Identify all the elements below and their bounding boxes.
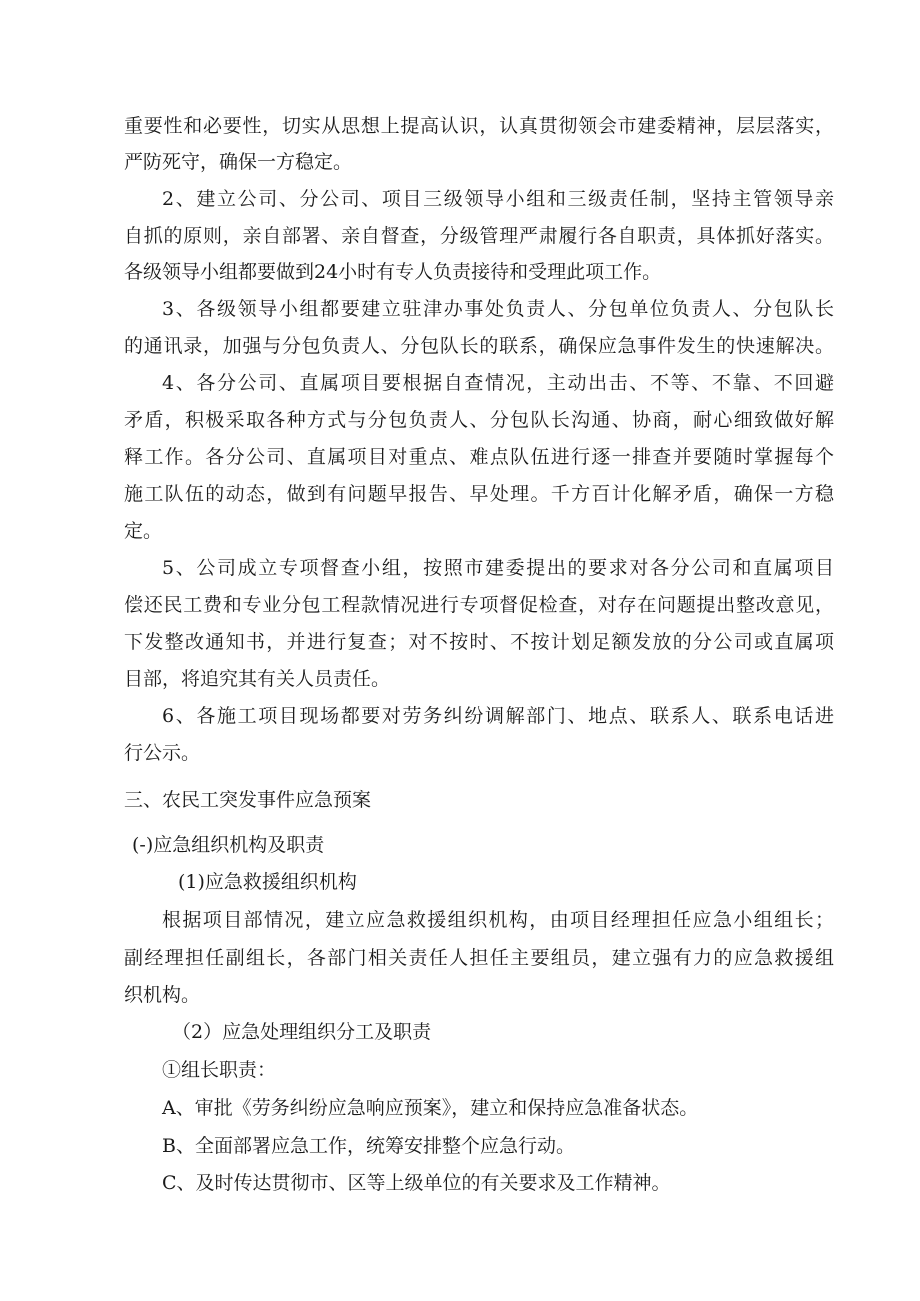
- paragraph-line: 定。: [124, 520, 163, 542]
- paragraph-line: 副经理担任副组长，各部门相关责任人担任主要组员，建立强有力的应急救援组: [124, 947, 834, 969]
- paragraph-line: 下发整改通知书，并进行复查；对不按时、不按计划足额发放的分公司或直属项: [124, 631, 834, 653]
- subsection-heading: （2）应急处理组织分工及职责: [172, 1021, 432, 1043]
- list-item: A、审批《劳务纠纷应急响应预案》，建立和保持应急准备状态。: [162, 1097, 699, 1119]
- paragraph-line: 目部，将追究其有关人员责任。: [124, 668, 391, 690]
- paragraph-line: 根据项目部情况，建立应急救援组织机构，由项目经理担任应急小组组长；: [162, 909, 834, 931]
- subsection-heading: (1)应急救援组织机构: [178, 871, 357, 893]
- list-item: B、全面部署应急工作，统筹安排整个应急行动。: [162, 1135, 575, 1157]
- paragraph-line: 矛盾，积极采取各种方式与分包负责人、分包队长沟通、协商，耐心细致做好解: [124, 409, 834, 431]
- paragraph-line: 6、各施工项目现场都要对劳务纠纷调解部门、地点、联系人、联系电话进: [162, 705, 834, 727]
- paragraph-line: 3、各级领导小组都要建立驻津办事处负责人、分包单位负责人、分包队长: [162, 298, 834, 320]
- paragraph-line: 自抓的原则，亲自部署、亲自督查，分级管理严肃履行各自职责，具体抓好落实。: [124, 225, 834, 247]
- paragraph-line: 的通讯录，加强与分包负责人、分包队长的联系，确保应急事件发生的快速解决。: [124, 335, 834, 357]
- paragraph-line: 4、各分公司、直属项目要根据自查情况，主动出击、不等、不靠、不回避: [162, 372, 834, 394]
- subsection-heading: (-)应急组织机构及职责: [132, 834, 325, 856]
- paragraph-line: 5、公司成立专项督查小组，按照市建委提出的要求对各分公司和直属项目: [162, 557, 834, 579]
- paragraph-line: 严防死守，确保一方稳定。: [124, 151, 353, 173]
- paragraph-line: 行公示。: [124, 742, 201, 764]
- list-item: C、及时传达贯彻市、区等上级单位的有关要求及工作精神。: [162, 1172, 671, 1194]
- paragraph-line: 重要性和必要性，切实从思想上提高认识，认真贯彻领会市建委精神，层层落实，: [124, 115, 834, 137]
- list-heading: ①组长职责：: [162, 1059, 277, 1081]
- paragraph-line: 各级领导小组都要做到24小时有专人负责接待和受理此项工作。: [124, 261, 662, 283]
- paragraph-line: 偿还民工费和专业分包工程款情况进行专项督促检查，对存在问题提出整改意见，: [124, 594, 834, 616]
- paragraph-line: 织机构。: [124, 984, 201, 1006]
- paragraph-line: 释工作。各分公司、直属项目对重点、难点队伍进行逐一排查并要随时掌握每个: [124, 446, 834, 468]
- paragraph-line: 施工队伍的动态，做到有问题早报告、早处理。千方百计化解矛盾，确保一方稳: [124, 483, 834, 505]
- section-heading: 三、农民工突发事件应急预案: [124, 789, 372, 811]
- paragraph-line: 2、建立公司、分公司、项目三级领导小组和三级责任制，坚持主管领导亲: [162, 188, 834, 210]
